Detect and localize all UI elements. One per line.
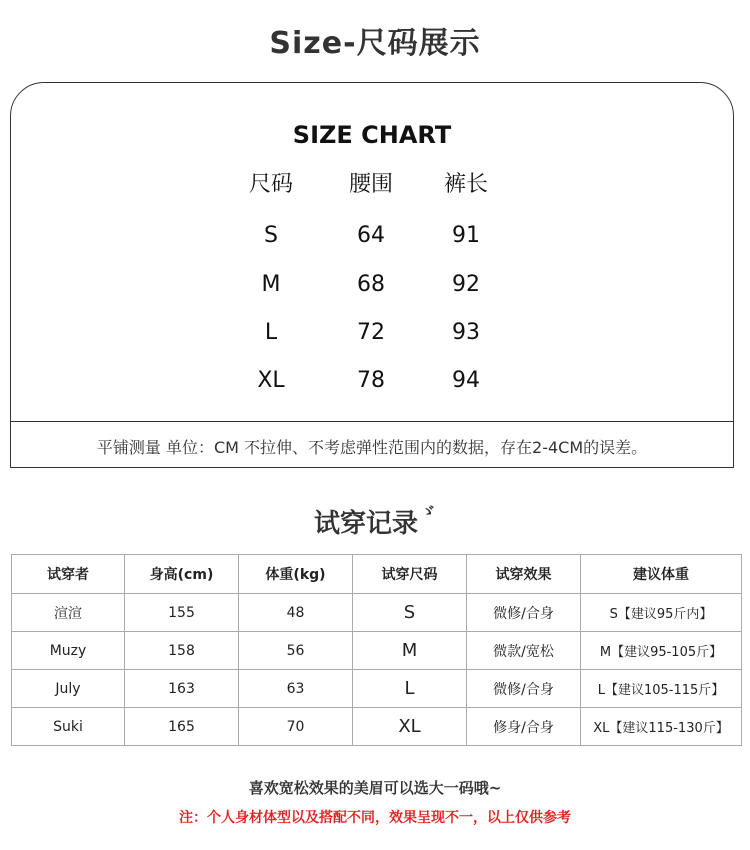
trial-title-text: 试穿记录 bbox=[313, 509, 418, 539]
waist-value: 68 bbox=[357, 272, 385, 297]
trial-table bbox=[11, 554, 742, 746]
table-row bbox=[12, 594, 742, 632]
tester-effect: 微修/合身 bbox=[467, 594, 581, 632]
tester-weight: 63 bbox=[239, 670, 353, 708]
table-header-row bbox=[12, 555, 742, 594]
tester-name: 渲渲 bbox=[12, 594, 125, 632]
table-row bbox=[12, 632, 742, 670]
size-chart-title: SIZE CHART bbox=[292, 121, 452, 149]
header-height: 身高(cm) bbox=[125, 555, 239, 594]
tester-recommend: L【建议105-115斤】 bbox=[581, 670, 742, 708]
tester-size: S bbox=[353, 594, 467, 632]
tester-effect: 微修/合身 bbox=[467, 670, 581, 708]
tester-name: Suki bbox=[12, 708, 125, 746]
tester-name: Muzy bbox=[12, 632, 125, 670]
length-value: 93 bbox=[452, 320, 480, 345]
table-row bbox=[12, 708, 742, 746]
tester-size: M bbox=[353, 632, 467, 670]
tester-recommend: M【建议95-105斤】 bbox=[581, 632, 742, 670]
title-decoration: ゞ bbox=[420, 502, 437, 521]
header-effect: 试穿效果 bbox=[467, 555, 581, 594]
header-size: 尺码 bbox=[248, 172, 293, 197]
size-chart-row bbox=[11, 320, 733, 360]
tester-height: 155 bbox=[125, 594, 239, 632]
tester-size: XL bbox=[353, 708, 467, 746]
size-value: S bbox=[264, 223, 278, 248]
size-chart-row bbox=[11, 272, 733, 312]
size-value: XL bbox=[257, 368, 285, 393]
waist-value: 72 bbox=[357, 320, 385, 345]
size-chart-panel bbox=[10, 82, 734, 468]
header-weight: 体重(kg) bbox=[239, 555, 353, 594]
header-trial-size: 试穿尺码 bbox=[353, 555, 467, 594]
tester-height: 158 bbox=[125, 632, 239, 670]
page-title: Size-尺码展示 bbox=[269, 26, 481, 61]
disclaimer-note: 注：个人身材体型以及搭配不同，效果呈现不一，以上仅供参考 bbox=[179, 810, 571, 826]
length-value: 91 bbox=[452, 223, 480, 248]
tester-size: L bbox=[353, 670, 467, 708]
tester-recommend: S【建议95斤内】 bbox=[581, 594, 742, 632]
table-row bbox=[12, 670, 742, 708]
divider bbox=[11, 421, 733, 422]
header-recommend: 建议体重 bbox=[581, 555, 742, 594]
length-value: 92 bbox=[452, 272, 480, 297]
tester-weight: 70 bbox=[239, 708, 353, 746]
header-waist: 腰围 bbox=[348, 172, 393, 197]
tester-effect: 微款/宽松 bbox=[467, 632, 581, 670]
length-value: 94 bbox=[452, 368, 480, 393]
sizing-tip: 喜欢宽松效果的美眉可以选大一码哦~ bbox=[248, 779, 502, 797]
size-value: L bbox=[264, 320, 278, 345]
tester-weight: 56 bbox=[239, 632, 353, 670]
size-value: M bbox=[261, 272, 281, 297]
tester-effect: 修身/合身 bbox=[467, 708, 581, 746]
tester-name: July bbox=[12, 670, 125, 708]
size-chart-row bbox=[11, 368, 733, 408]
tester-height: 165 bbox=[125, 708, 239, 746]
header-length: 裤长 bbox=[443, 172, 488, 197]
size-chart-header bbox=[11, 167, 733, 207]
tester-recommend: XL【建议115-130斤】 bbox=[581, 708, 742, 746]
waist-value: 78 bbox=[357, 368, 385, 393]
size-chart-row bbox=[11, 223, 733, 263]
tester-height: 163 bbox=[125, 670, 239, 708]
header-tester: 试穿者 bbox=[12, 555, 125, 594]
waist-value: 64 bbox=[357, 223, 385, 248]
tester-weight: 48 bbox=[239, 594, 353, 632]
trial-section-title bbox=[0, 503, 750, 540]
measurement-note: 平铺测量 单位：CM 不拉伸、不考虑弹性范围内的数据，存在2-4CM的误差。 bbox=[96, 438, 648, 457]
